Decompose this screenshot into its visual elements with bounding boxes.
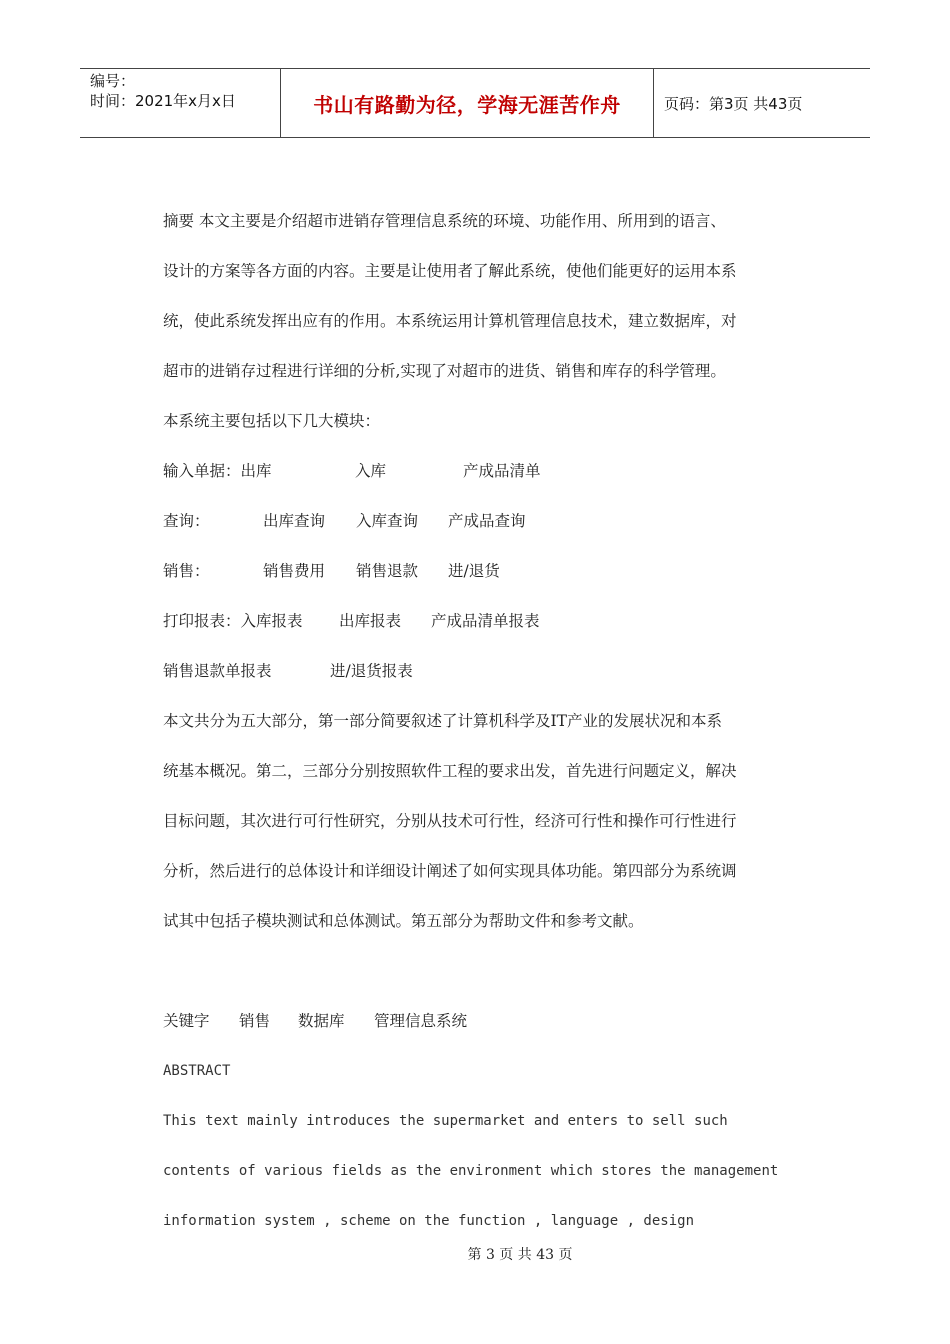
abstract-line: 超市的进销存过程进行详细的分析,实现了对超市的进货、销售和库存的科学管理。 xyxy=(163,362,726,380)
module-item: 销售费用 xyxy=(263,562,326,580)
module-label: 查询： xyxy=(163,512,210,530)
module-item: 进/退货 xyxy=(448,562,500,580)
spacer xyxy=(163,946,788,996)
document-time-label: 时间：2021年x月x日 xyxy=(90,92,236,110)
module-item: 出库查询 xyxy=(263,512,326,530)
page-footer: 第 3 页 共 43 页 xyxy=(467,1247,573,1263)
abstract-line: 设计的方案等各方面的内容。主要是让使用者了解此系统，使他们能更好的运用本系 xyxy=(163,262,737,280)
keyword-item: 销售 xyxy=(239,1012,271,1030)
module-label: 输入单据：出库 xyxy=(163,462,272,480)
header-page-code: 页码：第3页 共43页 xyxy=(664,94,803,113)
module-label: 销售： xyxy=(163,562,210,580)
overview-line: 分析，然后进行的总体设计和详细设计阐述了如何实现具体功能。第四部分为系统调 xyxy=(163,862,737,880)
module-row-query xyxy=(163,496,788,546)
module-item: 产成品清单报表 xyxy=(431,612,540,630)
overview-line: 统基本概况。第二，三部分分别按照软件工程的要求出发，首先进行问题定义，解决 xyxy=(163,762,737,780)
module-item: 入库查询 xyxy=(356,512,419,530)
keyword-item: 管理信息系统 xyxy=(374,1012,468,1030)
abstract-line: 摘要 本文主要是介绍超市进销存管理信息系统的环境、功能作用、所用到的语言、 xyxy=(163,212,726,230)
module-item: 出库报表 xyxy=(339,612,402,630)
abstract-en-line: information system , scheme on the function , language , design xyxy=(163,1213,695,1229)
module-label: 打印报表：入库报表 xyxy=(163,612,303,630)
abstract-en-heading: ABSTRACT xyxy=(163,1063,231,1079)
keyword-item: 数据库 xyxy=(298,1012,345,1030)
module-item: 产成品清单 xyxy=(463,462,541,480)
document-number-label: 编号： xyxy=(90,72,136,90)
header-motto: 书山有路勤为径，学海无涯苦作舟 xyxy=(281,69,654,137)
module-item: 进/退货报表 xyxy=(330,662,413,680)
header-meta xyxy=(80,69,281,137)
module-item: 产成品查询 xyxy=(448,512,526,530)
module-row-refund xyxy=(163,646,788,696)
keywords-label: 关键字 xyxy=(163,1012,210,1030)
module-row-print xyxy=(163,596,788,646)
module-item: 入库 xyxy=(355,462,387,480)
document-body xyxy=(163,196,788,1246)
overview-line: 目标问题，其次进行可行性研究，分别从技术可行性，经济可行性和操作可行性进行 xyxy=(163,812,737,830)
abstract-en-line: contents of various fields as the environment which stores the management xyxy=(163,1163,779,1179)
overview-line: 本文共分为五大部分，第一部分简要叙述了计算机科学及IT产业的发展状况和本系 xyxy=(163,712,722,730)
module-row-input xyxy=(163,446,788,496)
page-header xyxy=(80,68,870,138)
module-row-sales xyxy=(163,546,788,596)
abstract-line: 本系统主要包括以下几大模块： xyxy=(163,412,381,430)
abstract-line: 统，使此系统发挥出应有的作用。本系统运用计算机管理信息技术，建立数据库，对 xyxy=(163,312,737,330)
overview-line: 试其中包括子模块测试和总体测试。第五部分为帮助文件和参考文献。 xyxy=(163,912,644,930)
module-item: 销售退款 xyxy=(356,562,419,580)
abstract-en-line: This text mainly introduces the supermarket and enters to sell such xyxy=(163,1113,728,1129)
keywords-row xyxy=(163,996,788,1046)
module-label: 销售退款单报表 xyxy=(163,662,272,680)
